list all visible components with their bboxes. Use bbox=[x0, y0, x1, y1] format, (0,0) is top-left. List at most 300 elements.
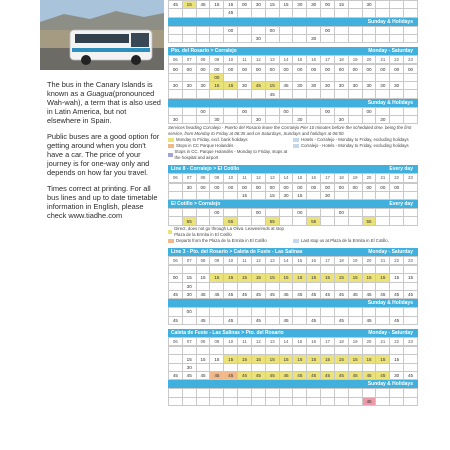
departure-minute-cell bbox=[390, 282, 404, 290]
departure-minute-cell bbox=[293, 107, 307, 115]
departure-minute-cell: 15 bbox=[196, 355, 210, 363]
departure-minute-cell bbox=[404, 363, 418, 371]
timetable-header-bar bbox=[168, 299, 418, 307]
departure-minute-cell: 00 bbox=[238, 65, 252, 73]
departure-minute-cell: 30 bbox=[362, 82, 376, 90]
hour-cell: 21 bbox=[376, 174, 390, 182]
timetable-row bbox=[169, 9, 418, 17]
departure-minute-cell bbox=[348, 26, 362, 34]
departure-minute-cell: 45 bbox=[362, 372, 376, 380]
departure-minute-cell bbox=[279, 397, 293, 405]
departure-minute-cell bbox=[196, 266, 210, 274]
hour-cell: 12 bbox=[251, 56, 265, 64]
departure-minute-cell bbox=[362, 73, 376, 81]
hour-cell: 12 bbox=[251, 256, 265, 264]
departure-minute-cell bbox=[210, 107, 224, 115]
departure-minute-cell bbox=[210, 389, 224, 397]
departure-minute-cell bbox=[210, 308, 224, 316]
departure-minute-cell bbox=[404, 34, 418, 42]
departure-minute-cell: 15 bbox=[279, 274, 293, 282]
departure-minute-cell bbox=[293, 9, 307, 17]
departure-minute-cell: 45 bbox=[210, 372, 224, 380]
departure-minute-cell bbox=[251, 389, 265, 397]
departure-minute-cell: 45 bbox=[362, 290, 376, 298]
departure-minute-cell: 00 bbox=[362, 107, 376, 115]
departure-minute-cell bbox=[390, 347, 404, 355]
departure-minute-cell: 15 bbox=[279, 1, 293, 9]
departure-minute-cell bbox=[307, 389, 321, 397]
departure-minute-cell: 45 bbox=[251, 290, 265, 298]
departure-minute-cell: 15 bbox=[210, 1, 224, 9]
departure-minute-cell bbox=[251, 107, 265, 115]
departure-minute-cell: 45 bbox=[224, 372, 238, 380]
departure-minute-cell bbox=[279, 115, 293, 123]
hour-cell: 23 bbox=[404, 174, 418, 182]
departure-minute-cell bbox=[182, 191, 196, 199]
departure-minute-cell bbox=[334, 73, 348, 81]
hour-cell: 11 bbox=[238, 337, 252, 345]
departure-minute-cell: 00 bbox=[265, 26, 279, 34]
departure-minute-cell bbox=[362, 26, 376, 34]
timetable-row bbox=[169, 290, 418, 298]
departure-minute-cell bbox=[224, 397, 238, 405]
departure-minute-cell: 15 bbox=[210, 274, 224, 282]
departure-minute-cell: 00 bbox=[279, 65, 293, 73]
departure-minute-cell: 30 bbox=[293, 115, 307, 123]
departure-minute-cell bbox=[390, 389, 404, 397]
departure-minute-cell bbox=[210, 347, 224, 355]
departure-minute-cell: 45 bbox=[321, 372, 335, 380]
timetable-header-bar bbox=[168, 248, 418, 256]
hour-cell: 09 bbox=[210, 56, 224, 64]
hour-cell: 18 bbox=[334, 256, 348, 264]
hour-cell: 21 bbox=[376, 256, 390, 264]
departure-minute-cell: 45 bbox=[279, 82, 293, 90]
hour-cell: 22 bbox=[390, 56, 404, 64]
departure-minute-cell: 45 bbox=[169, 1, 183, 9]
intro-paragraph-guagua bbox=[47, 80, 162, 125]
departure-minute-cell bbox=[169, 90, 183, 98]
departure-minute-cell bbox=[182, 115, 196, 123]
departure-minute-cell bbox=[293, 389, 307, 397]
departure-minute-cell: 15 bbox=[224, 355, 238, 363]
departure-minute-cell bbox=[169, 397, 183, 405]
hour-cell: 08 bbox=[196, 174, 210, 182]
departure-minute-cell bbox=[224, 73, 238, 81]
departure-minute-cell: 30 bbox=[334, 115, 348, 123]
hour-cell: 19 bbox=[348, 56, 362, 64]
departure-minute-cell bbox=[265, 316, 279, 324]
departure-minute-cell bbox=[279, 282, 293, 290]
departure-minute-cell bbox=[210, 9, 224, 17]
hour-cell: 19 bbox=[348, 174, 362, 182]
departure-minute-cell bbox=[404, 282, 418, 290]
departure-minute-cell bbox=[251, 73, 265, 81]
departure-minute-cell bbox=[348, 308, 362, 316]
departure-minute-cell: 45 bbox=[293, 290, 307, 298]
departure-minute-cell bbox=[376, 217, 390, 225]
departure-minute-cell bbox=[265, 347, 279, 355]
departure-minute-cell: 45 bbox=[376, 290, 390, 298]
departure-minute-cell: 15 bbox=[238, 355, 252, 363]
departure-minute-cell: 45 bbox=[224, 290, 238, 298]
departure-minute-cell bbox=[321, 308, 335, 316]
timetable-grid bbox=[168, 107, 418, 125]
timetable-row bbox=[169, 372, 418, 380]
hour-cell: 20 bbox=[362, 256, 376, 264]
timetable-row bbox=[169, 274, 418, 282]
departure-minute-cell: 00 bbox=[196, 107, 210, 115]
departure-minute-cell bbox=[307, 115, 321, 123]
departure-minute-cell bbox=[390, 217, 404, 225]
departure-minute-cell: 15 bbox=[293, 274, 307, 282]
departure-minute-cell bbox=[376, 363, 390, 371]
departure-minute-cell: 30 bbox=[307, 34, 321, 42]
departure-minute-cell bbox=[348, 1, 362, 9]
departure-minute-cell bbox=[376, 266, 390, 274]
hour-cell: 14 bbox=[279, 337, 293, 345]
departure-minute-cell bbox=[182, 9, 196, 17]
departure-minute-cell bbox=[307, 308, 321, 316]
service-days: Sunday & Holidays bbox=[367, 381, 413, 388]
departure-minute-cell: 45 bbox=[196, 316, 210, 324]
hour-cell: 06 bbox=[169, 256, 183, 264]
departure-minute-cell bbox=[224, 282, 238, 290]
legend-label: Stops in CC Parque Holandés bbox=[176, 143, 234, 149]
route-title: El Cotillo > Corralejo bbox=[171, 201, 221, 208]
legend bbox=[168, 137, 418, 161]
departure-minute-cell bbox=[348, 266, 362, 274]
departure-minute-cell: 00 bbox=[307, 65, 321, 73]
hour-cell: 06 bbox=[169, 174, 183, 182]
departure-minute-cell bbox=[196, 308, 210, 316]
departure-minute-cell: 00 bbox=[210, 73, 224, 81]
hour-cell: 17 bbox=[321, 174, 335, 182]
departure-minute-cell bbox=[251, 217, 265, 225]
departure-minute-cell: 15 bbox=[348, 355, 362, 363]
departure-minute-cell bbox=[404, 308, 418, 316]
departure-minute-cell: 00 bbox=[376, 65, 390, 73]
departure-minute-cell bbox=[196, 26, 210, 34]
departure-minute-cell bbox=[404, 217, 418, 225]
departure-minute-cell bbox=[279, 9, 293, 17]
departure-minute-cell: 15 bbox=[321, 274, 335, 282]
departure-minute-cell: 00 bbox=[404, 65, 418, 73]
departure-minute-cell bbox=[182, 90, 196, 98]
departure-minute-cell: 45 bbox=[251, 82, 265, 90]
legend-swatch bbox=[168, 144, 174, 148]
departure-minute-cell bbox=[169, 34, 183, 42]
departure-minute-cell: 45 bbox=[279, 372, 293, 380]
hour-cell: 17 bbox=[321, 337, 335, 345]
departure-minute-cell: 30 bbox=[196, 82, 210, 90]
departure-minute-cell: 15 bbox=[307, 355, 321, 363]
departure-minute-cell: 55 bbox=[224, 217, 238, 225]
departure-minute-cell bbox=[293, 397, 307, 405]
intro-text-guagua: Guagua bbox=[86, 89, 113, 98]
timetable-row bbox=[169, 26, 418, 34]
departure-minute-cell bbox=[348, 115, 362, 123]
departure-minute-cell bbox=[182, 389, 196, 397]
departure-minute-cell bbox=[376, 347, 390, 355]
departure-minute-cell: 30 bbox=[182, 290, 196, 298]
timetable-row bbox=[169, 34, 418, 42]
timetable-header-bar bbox=[168, 380, 418, 388]
departure-minute-cell bbox=[376, 389, 390, 397]
departure-minute-cell bbox=[348, 90, 362, 98]
departure-minute-cell bbox=[279, 73, 293, 81]
hour-cell: 14 bbox=[279, 174, 293, 182]
departure-minute-cell: 55 bbox=[265, 217, 279, 225]
hour-cell: 21 bbox=[376, 337, 390, 345]
departure-minute-cell bbox=[348, 209, 362, 217]
departure-minute-cell bbox=[362, 363, 376, 371]
timetable-row bbox=[169, 1, 418, 9]
departure-minute-cell: 45 bbox=[279, 316, 293, 324]
hour-cell: 22 bbox=[390, 337, 404, 345]
departure-minute-cell: 00 bbox=[334, 183, 348, 191]
departure-minute-cell: 30 bbox=[182, 82, 196, 90]
departure-minute-cell: 00 bbox=[196, 65, 210, 73]
departure-minute-cell bbox=[265, 209, 279, 217]
hour-cell: 21 bbox=[376, 56, 390, 64]
departure-minute-cell bbox=[224, 363, 238, 371]
departure-minute-cell: 15 bbox=[390, 355, 404, 363]
departure-minute-cell: 45 bbox=[390, 316, 404, 324]
departure-minute-cell bbox=[390, 266, 404, 274]
departure-minute-cell: 45 bbox=[293, 372, 307, 380]
departure-minute-cell: 00 bbox=[265, 183, 279, 191]
legend-item bbox=[168, 238, 293, 244]
departure-minute-cell: 15 bbox=[224, 1, 238, 9]
departure-minute-cell bbox=[404, 183, 418, 191]
departure-minute-cell bbox=[224, 347, 238, 355]
departure-minute-cell: 45 bbox=[265, 372, 279, 380]
departure-minute-cell bbox=[251, 191, 265, 199]
departure-minute-cell bbox=[348, 191, 362, 199]
departure-minute-cell bbox=[307, 347, 321, 355]
departure-minute-cell: 45 bbox=[169, 290, 183, 298]
hours-header bbox=[168, 173, 418, 182]
departure-minute-cell bbox=[251, 397, 265, 405]
departure-minute-cell bbox=[210, 217, 224, 225]
legend-swatch bbox=[168, 153, 173, 157]
departure-minute-cell: 30 bbox=[182, 183, 196, 191]
timetable-grid bbox=[168, 346, 418, 380]
departure-minute-cell bbox=[196, 347, 210, 355]
departure-minute-cell bbox=[321, 115, 335, 123]
departure-minute-cell bbox=[404, 191, 418, 199]
departure-minute-cell: 15 bbox=[376, 274, 390, 282]
departure-minute-cell bbox=[321, 209, 335, 217]
departure-minute-cell: 45 bbox=[307, 372, 321, 380]
departure-minute-cell bbox=[265, 34, 279, 42]
hour-cell: 20 bbox=[362, 174, 376, 182]
departure-minute-cell bbox=[390, 115, 404, 123]
departure-minute-cell: 00 bbox=[224, 65, 238, 73]
hour-cell: 13 bbox=[265, 337, 279, 345]
departure-minute-cell bbox=[293, 266, 307, 274]
departure-minute-cell bbox=[404, 107, 418, 115]
hour-cell: 15 bbox=[293, 56, 307, 64]
departure-minute-cell bbox=[210, 90, 224, 98]
departure-minute-cell bbox=[265, 397, 279, 405]
departure-minute-cell bbox=[362, 282, 376, 290]
departure-minute-cell bbox=[362, 9, 376, 17]
departure-minute-cell: 00 bbox=[265, 65, 279, 73]
legend-swatch bbox=[168, 138, 174, 142]
departure-minute-cell bbox=[251, 363, 265, 371]
legend-item bbox=[168, 226, 293, 238]
departure-minute-cell: 55 bbox=[362, 217, 376, 225]
hours-header bbox=[168, 337, 418, 346]
departure-minute-cell: 00 bbox=[224, 26, 238, 34]
departure-minute-cell bbox=[293, 347, 307, 355]
departure-minute-cell bbox=[224, 107, 238, 115]
departure-minute-cell bbox=[334, 90, 348, 98]
departure-minute-cell bbox=[362, 115, 376, 123]
departure-minute-cell: 15 bbox=[334, 274, 348, 282]
departure-minute-cell: 15 bbox=[390, 274, 404, 282]
departure-minute-cell bbox=[265, 282, 279, 290]
bus-photo-image bbox=[40, 0, 164, 70]
departure-minute-cell: 30 bbox=[251, 34, 265, 42]
departure-minute-cell bbox=[238, 209, 252, 217]
departure-minute-cell: 30 bbox=[307, 82, 321, 90]
legend-label: Stops in CC. Parque Holandés - Monday to Friday. stops at the hospital and airport bbox=[174, 149, 288, 161]
departure-minute-cell bbox=[307, 9, 321, 17]
legend-swatch bbox=[293, 239, 299, 243]
departure-minute-cell bbox=[169, 282, 183, 290]
departure-minute-cell: 15 bbox=[182, 274, 196, 282]
departure-minute-cell bbox=[307, 73, 321, 81]
departure-minute-cell: 00 bbox=[293, 183, 307, 191]
departure-minute-cell bbox=[362, 389, 376, 397]
timetable-grid bbox=[168, 183, 418, 201]
departure-minute-cell bbox=[224, 389, 238, 397]
departure-minute-cell: 00 bbox=[279, 107, 293, 115]
timetable-grid bbox=[168, 0, 418, 18]
departure-minute-cell bbox=[321, 90, 335, 98]
departure-minute-cell bbox=[376, 209, 390, 217]
departure-minute-cell: 30 bbox=[293, 1, 307, 9]
bus-photo bbox=[40, 0, 164, 70]
departure-minute-cell: 15 bbox=[279, 355, 293, 363]
timetable-header-bar bbox=[168, 165, 418, 173]
departure-minute-cell bbox=[169, 355, 183, 363]
departure-minute-cell: 00 bbox=[321, 107, 335, 115]
departure-minute-cell bbox=[404, 26, 418, 34]
departure-minute-cell: 15 bbox=[196, 274, 210, 282]
departure-minute-cell: 00 bbox=[390, 183, 404, 191]
timetable-header-bar bbox=[168, 47, 418, 55]
departure-minute-cell: 45 bbox=[251, 372, 265, 380]
departure-minute-cell bbox=[334, 266, 348, 274]
departure-minute-cell bbox=[362, 347, 376, 355]
departure-minute-cell bbox=[390, 209, 404, 217]
departure-minute-cell bbox=[348, 9, 362, 17]
departure-minute-cell: 45 bbox=[238, 372, 252, 380]
departure-minute-cell bbox=[182, 34, 196, 42]
departure-minute-cell: 00 bbox=[169, 274, 183, 282]
departure-minute-cell bbox=[251, 26, 265, 34]
route-title: Caleta de Fuste - Las Salinas > Pto. del Rosario bbox=[171, 329, 284, 336]
departure-minute-cell bbox=[238, 363, 252, 371]
departure-minute-cell: 15 bbox=[238, 274, 252, 282]
departure-minute-cell bbox=[307, 266, 321, 274]
departure-minute-cell bbox=[279, 389, 293, 397]
legend-label: Last stop us at Plaza de la Ermita in El Cotillo. bbox=[301, 237, 389, 243]
service-days: Every day bbox=[389, 166, 413, 173]
hour-cell: 15 bbox=[293, 337, 307, 345]
departure-minute-cell bbox=[182, 266, 196, 274]
hour-cell: 17 bbox=[321, 56, 335, 64]
departure-minute-cell: 00 bbox=[251, 65, 265, 73]
timetable-row bbox=[169, 266, 418, 274]
departure-minute-cell bbox=[376, 397, 390, 405]
departure-minute-cell: 15 bbox=[238, 191, 252, 199]
departure-minute-cell bbox=[404, 1, 418, 9]
departure-minute-cell: 00 bbox=[210, 209, 224, 217]
departure-minute-cell bbox=[404, 355, 418, 363]
departure-minute-cell: 15 bbox=[376, 355, 390, 363]
departure-minute-cell bbox=[404, 115, 418, 123]
departure-minute-cell bbox=[376, 26, 390, 34]
departure-minute-cell bbox=[196, 191, 210, 199]
departure-minute-cell bbox=[334, 389, 348, 397]
departure-minute-cell: 00 bbox=[293, 209, 307, 217]
departure-minute-cell bbox=[376, 1, 390, 9]
departure-minute-cell bbox=[251, 347, 265, 355]
hour-cell: 07 bbox=[182, 56, 196, 64]
departure-minute-cell bbox=[307, 191, 321, 199]
hour-cell: 13 bbox=[265, 174, 279, 182]
departure-minute-cell bbox=[169, 9, 183, 17]
departure-minute-cell bbox=[404, 90, 418, 98]
departure-minute-cell bbox=[362, 308, 376, 316]
departure-minute-cell: 45 bbox=[404, 290, 418, 298]
departure-minute-cell: 15 bbox=[265, 355, 279, 363]
departure-minute-cell bbox=[404, 347, 418, 355]
departure-minute-cell bbox=[390, 1, 404, 9]
hour-cell: 10 bbox=[224, 56, 238, 64]
legend-label: Corralejo - Hotels - Monday to Friday, excluding holidays bbox=[301, 143, 409, 149]
departure-minute-cell bbox=[348, 363, 362, 371]
hour-cell: 08 bbox=[196, 256, 210, 264]
departure-minute-cell: 00 bbox=[196, 183, 210, 191]
departure-minute-cell: 15 bbox=[293, 355, 307, 363]
departure-minute-cell bbox=[404, 316, 418, 324]
departure-minute-cell bbox=[210, 282, 224, 290]
timetable-grid bbox=[168, 26, 418, 44]
hour-cell: 13 bbox=[265, 256, 279, 264]
departure-minute-cell: 15 bbox=[348, 274, 362, 282]
departure-minute-cell: 00 bbox=[321, 26, 335, 34]
departure-minute-cell bbox=[279, 90, 293, 98]
timetable-header-bar bbox=[168, 18, 418, 26]
timetable-row bbox=[169, 183, 418, 191]
hour-cell: 14 bbox=[279, 56, 293, 64]
departure-minute-cell: 15 bbox=[251, 274, 265, 282]
timetable-row bbox=[169, 90, 418, 98]
hour-cell: 12 bbox=[251, 337, 265, 345]
departure-minute-cell: 15 bbox=[210, 82, 224, 90]
departure-minute-cell bbox=[376, 73, 390, 81]
service-days: Sunday & Holidays bbox=[367, 300, 413, 307]
departure-minute-cell bbox=[224, 209, 238, 217]
departure-minute-cell: 45 bbox=[334, 372, 348, 380]
departure-minute-cell bbox=[238, 34, 252, 42]
